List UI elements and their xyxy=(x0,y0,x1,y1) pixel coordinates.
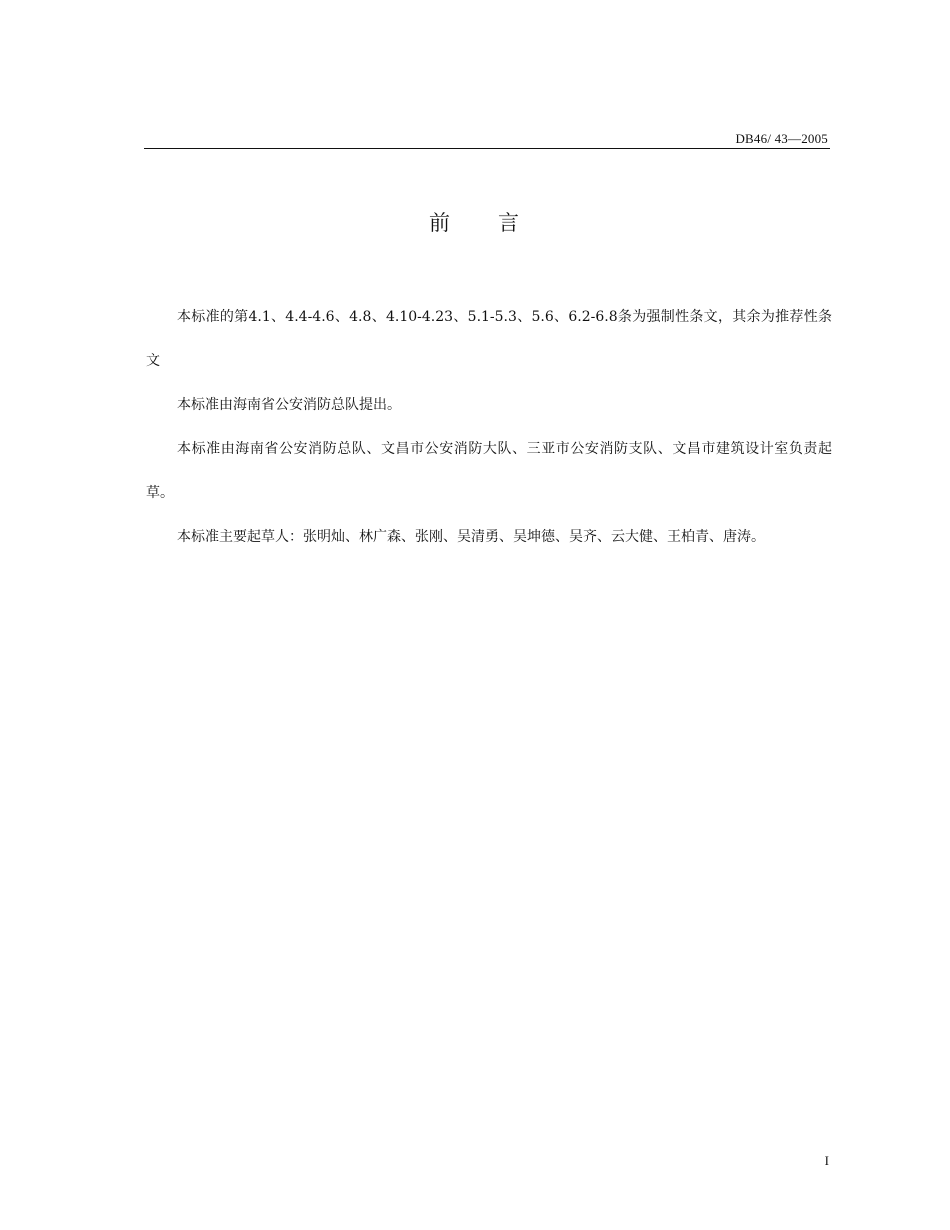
paragraph-proposer: 本标准由海南省公安消防总队提出。 xyxy=(177,397,401,413)
standard-code-header: DB46/ 43—2005 xyxy=(735,131,828,146)
paragraph-main-drafters: 本标准主要起草人：张明灿、林广森、张刚、吴清勇、吴坤德、吴齐、云大健、王柏青、唐涛。 xyxy=(177,529,765,545)
title-char-1: 前 xyxy=(429,211,452,235)
title-char-2: 言 xyxy=(498,211,521,235)
paragraph-mandatory-clauses: 本标准的第4.1、4.4-4.6、4.8、4.10-4.23、5.1-5.3、5.6、6.2-6.8条为强制性条文，其余为推荐性条文 xyxy=(146,309,832,369)
page-number: I xyxy=(824,1153,829,1168)
paragraph-drafting-units: 本标准由海南省公安消防总队、文昌市公安消防大队、三亚市公安消防支队、文昌市建筑设计室负责起草。 xyxy=(146,441,832,501)
header-divider xyxy=(144,148,830,149)
preface-body xyxy=(146,295,832,559)
page-title xyxy=(0,207,950,237)
